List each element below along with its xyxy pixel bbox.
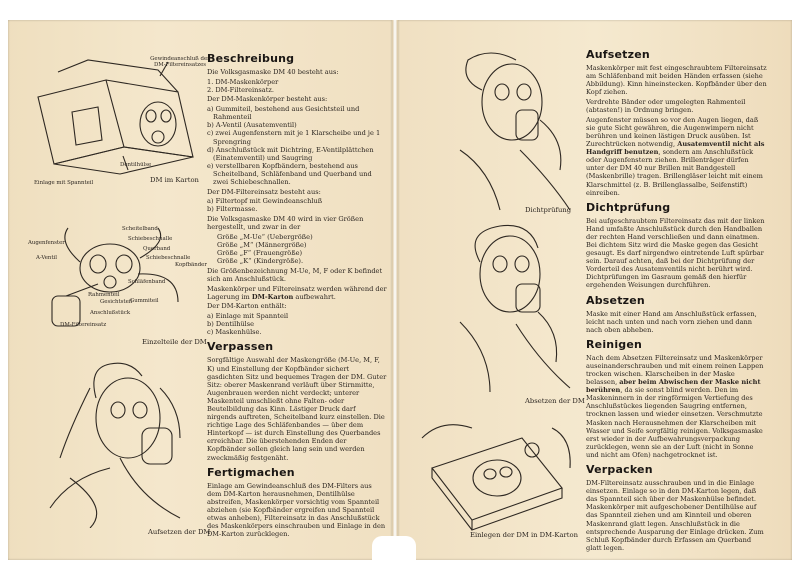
p6-a: Maskenkörper und Filtereinsatz werden während der Lagerung im [207, 284, 387, 301]
aufsetzen-illustration [420, 40, 580, 215]
box-label-insert: Einlage mit Spannteil [34, 180, 94, 186]
parts-label-10: Gummiteil [130, 298, 159, 304]
list-item: c) Maskenhülse. [207, 328, 262, 337]
bottom-tear [372, 536, 416, 564]
list-item: 1. DM-Maskenkörper [207, 77, 279, 86]
size-list [207, 233, 387, 265]
parts-label-0: Scheitelband [122, 226, 158, 232]
list-item: b) Dentilhülse [207, 320, 255, 329]
caption-putting-on: Aufsetzen der DM [148, 528, 211, 536]
aufsetzen-text3 [586, 116, 768, 197]
parts-label-8: Rahmenteil [88, 292, 120, 298]
putting-on-illustration [30, 358, 202, 528]
parts-label-7: Kopfbänder [175, 262, 207, 268]
parts-label-9: Gesichtsteil [100, 299, 133, 305]
parts-label-4: Augenfenster [28, 240, 65, 246]
list-item: 2. DM-Filtereinsatz. [207, 85, 274, 94]
parts-label-1: Schiebeschnalle [128, 236, 173, 242]
absetzen-text: Maske mit einer Hand am Anschlußstück erfassen, leicht nach unten und nach vorn ziehen und dann nach oben abheben. [586, 309, 757, 334]
fertigmachen-text: Einlage am Gewindeanschluß des DM-Filters aus dem DM-Karton herausnehmen, Dentilhülse abstreifen, Maskenkörper vorsichtig vom Spannteil abziehen (sie Kopfbänder ergreifen und Spannteil etwas anheben), Filtereinsatz in das Anschlußstück des Maskenkörpers einschrauben und Einlage in den DM-Karton zurücklegen. [207, 481, 386, 539]
beschreibung-p3: Der DM-Filtereinsatz besteht aus: [207, 187, 321, 196]
list-item: d) Anschlußstück mit Dichtring, E-Ventilplättchen (Einatemventil) und Saugring [207, 145, 374, 162]
left-text-column [207, 48, 387, 540]
right-text-column [586, 44, 768, 553]
aufsetzen-text2: Verdrehte Bänder oder umgelegten Rahmenteil (abtasten!) in Ordnung bringen. [586, 97, 746, 115]
beschreibung-p1: Die Volksgasmaske DM 40 besteht aus: [207, 68, 339, 76]
list-item: Größe „K“ (Kindergröße). [217, 257, 304, 266]
reinigen-text [586, 354, 768, 459]
parts-label-3: Schiebeschnalle [146, 255, 191, 261]
beschreibung-p7: Der DM-Karton enthält: [207, 302, 287, 311]
list-item: a) Filtertopf mit Gewindeanschluß [207, 197, 323, 206]
list-item: Größe „F“ (Frauengröße) [217, 249, 303, 258]
heading-aufsetzen: Aufsetzen [586, 48, 650, 61]
caption-parts: Einzelteile der DM [142, 338, 207, 346]
aufsetzen-text1: Maskenkörper mit fest eingeschraubtem Filtereinsatz am Schläfenband mit beiden Händen erfassen (siehe Abbildung). Kinn hineinstecken. Kopfbänder über den Kopf ziehen. [586, 64, 767, 97]
text3-c: , sondern am Anschlußstück oder Augenfenstern ziehen. Brillenträger dürfen unter der DM 40 nur Brillen mit Bandgestell (Maskenbrille) tragen. Brillengläser leicht mit einem Klarschmittel (z. B. Brillenglassalbe, Seifenstift) einreiben. [586, 148, 763, 197]
list-item: a) Gummiteil, bestehend aus Gesichtsteil und Rahmenteil [207, 105, 360, 122]
reinigen-b: aber beim Abwischen der Maske nicht berühren [586, 378, 761, 395]
parts-label-11: Anschlußstück [90, 310, 131, 316]
beschreibung-p6 [207, 285, 387, 301]
text3-a: Augenfenster müssen so vor den Augen liegen, daß sie gute Sicht gewähren, die Augenwimpern nicht berühren und keinen lästigen Druck ausüben. Ist Zurechtrücken notwendig, [586, 115, 759, 149]
caption-einlegen: Einlegen der DM in DM-Karton [470, 531, 578, 539]
list-item: Größe „M“ (Männergröße) [217, 241, 307, 250]
beschreibung-p4: Die Volksgasmaske DM 40 wird in vier Größen hergestellt, und zwar in der [207, 215, 364, 232]
center-fold [392, 20, 398, 560]
box-label-valve-sleeve: Dentilhülse [120, 162, 152, 168]
heading-verpacken: Verpacken [586, 463, 653, 477]
caption-dicht: Dichtprüfung [525, 206, 572, 214]
beschreibung-p5: Die Größenbezeichnung M-Ue, M, F oder K befindet sich am Anschlußstück. [207, 266, 383, 283]
dichtpruefung-text: Bei aufgeschraubtem Filtereinsatz das mit der linken Hand umfaßte Anschlußstück durch den Handballen der rechten Hand verschließen und dann einatmen. Bei dichtem Sitz wird die Maske gegen das Gesicht gesaugt. Es darf nirgendwo eintretende Luft spürbar sein. Darauf achten, daß bei der Dichtprüfung der Vorderteil des Ausatemventils nicht berührt wird. Dichtprüfungen im Gasraum gemäß den hierfür ergehenden Weisungen durchführen. [586, 216, 765, 290]
heading-fertigmachen: Fertigmachen [207, 465, 295, 479]
list-item: b) Filtermasse. [207, 205, 258, 214]
dichtpruefung-illustration [420, 212, 580, 394]
einlegen-illustration [412, 408, 582, 533]
box-label-thread: Gewindeanschluß des DM-Filtereinsatzes [150, 56, 210, 68]
reinigen-a: Nach dem Absetzen Filtereinsatz und Maskenkörper auseinanderschrauben und mit einem reinen Lappen trocken wischen. Klarscheiben in der Maske belassen, [586, 353, 764, 387]
caption-box: DM im Karton [150, 176, 199, 184]
heading-dichtpruefung: Dichtprüfung [586, 200, 671, 214]
list-item: c) zwei Augenfenstern mit je 1 Klarscheibe und je 1 Sprengring [207, 129, 381, 146]
p6-b: DM-Karton [251, 292, 294, 301]
caption-absetzen: Absetzen der DM [525, 397, 585, 405]
list-item: a) Einlage mit Spannteil [207, 312, 289, 321]
heading-absetzen: Absetzen [586, 293, 645, 307]
heading-reinigen: Reinigen [586, 337, 643, 351]
list-item: Größe „M-Ue“ (Uebergröße) [217, 232, 313, 241]
beschreibung-list-3 [207, 197, 387, 213]
verpassen-text: Sorgfältige Auswahl der Maskengröße (M-Ue, M, F, K) und Einstellung der Kopfbänder sichert gasdichten Sitz und bequemes Tragen der DM. Guter Sitz: oberer Maskenrand verläuft über Stirnmitte, Augenbrauen werden nicht verdeckt; unterer Maskenteil umschließt ohne Falten- oder Beutelbildung das Kinn. Lästiger Druck darf nirgends auftreten, Scheitelband kurz einstellen. Die richtige Lage des Schläfenbandes — über dem Hinterkopf — ist durch Einstellung des Querbandes erreichbar. Die überstehenden Enden der Kopfbänder sollen gleich lang sein und werden zweckmäßig festgenäht. [207, 356, 387, 462]
parts-label-12: DM-Filtereinsatz [60, 322, 107, 328]
heading-beschreibung: Beschreibung [207, 52, 295, 65]
carton-list [207, 312, 387, 336]
reinigen-c: , da sie sonst blind werden. Den im Maskeninnern in der ringförmigen Vertiefung des Anschlußstückes liegenden Saugring entfernen, trocknen lassen und wieder einsetzen. Verschmutzte Masken nach Herausnehmen der Klarscheiben mit Wasser und Seife sorgfältig reinigen. Volksgasmaske erst wieder in der Aufbewahrungsverpackung zurücklegen, wenn sie an der Luft (nicht in Sonne und nicht am Ofen) nachgetrocknet ist. [586, 386, 763, 459]
parts-label-6: Schläfenband [128, 279, 166, 285]
verpacken-text: DM-Filtereinsatz ausschrauben und in die Einlage einsetzen. Einlage so in den DM-Karton legen, daß das Spannteil sich über der Maskenhülse befindet. Maskenkörper mit aufgeschobener Dentilhülse auf das Spannteil ziehen und am Kinnteil und oberen Maskenrand glatt legen. Anschlußstück in die entsprechende Ausparung der Einlage drücken. Zum Schluß Kopfbänder durch Erfassen am Querband glatt legen. [586, 479, 764, 552]
heading-verpassen: Verpassen [207, 340, 274, 354]
beschreibung-list-2 [207, 105, 387, 186]
parts-label-5: A-Ventil [36, 255, 57, 261]
parts-label-2: Querband [143, 246, 171, 252]
box-illustration [28, 52, 206, 182]
list-item: b) A-Ventil (Ausatemventil) [207, 121, 297, 130]
beschreibung-list-1 [207, 78, 387, 94]
p6-c: aufbewahrt. [293, 292, 336, 301]
beschreibung-p2: Der DM-Maskenkörper besteht aus: [207, 95, 328, 104]
list-item: e) verstellbaren Kopfbändern, bestehend aus Scheitelband, Schläfenband und Querband und zwei Schiebeschnallen. [207, 161, 372, 186]
text3-b: Ausatemventil nicht als Handgriff benutzen [586, 140, 765, 157]
